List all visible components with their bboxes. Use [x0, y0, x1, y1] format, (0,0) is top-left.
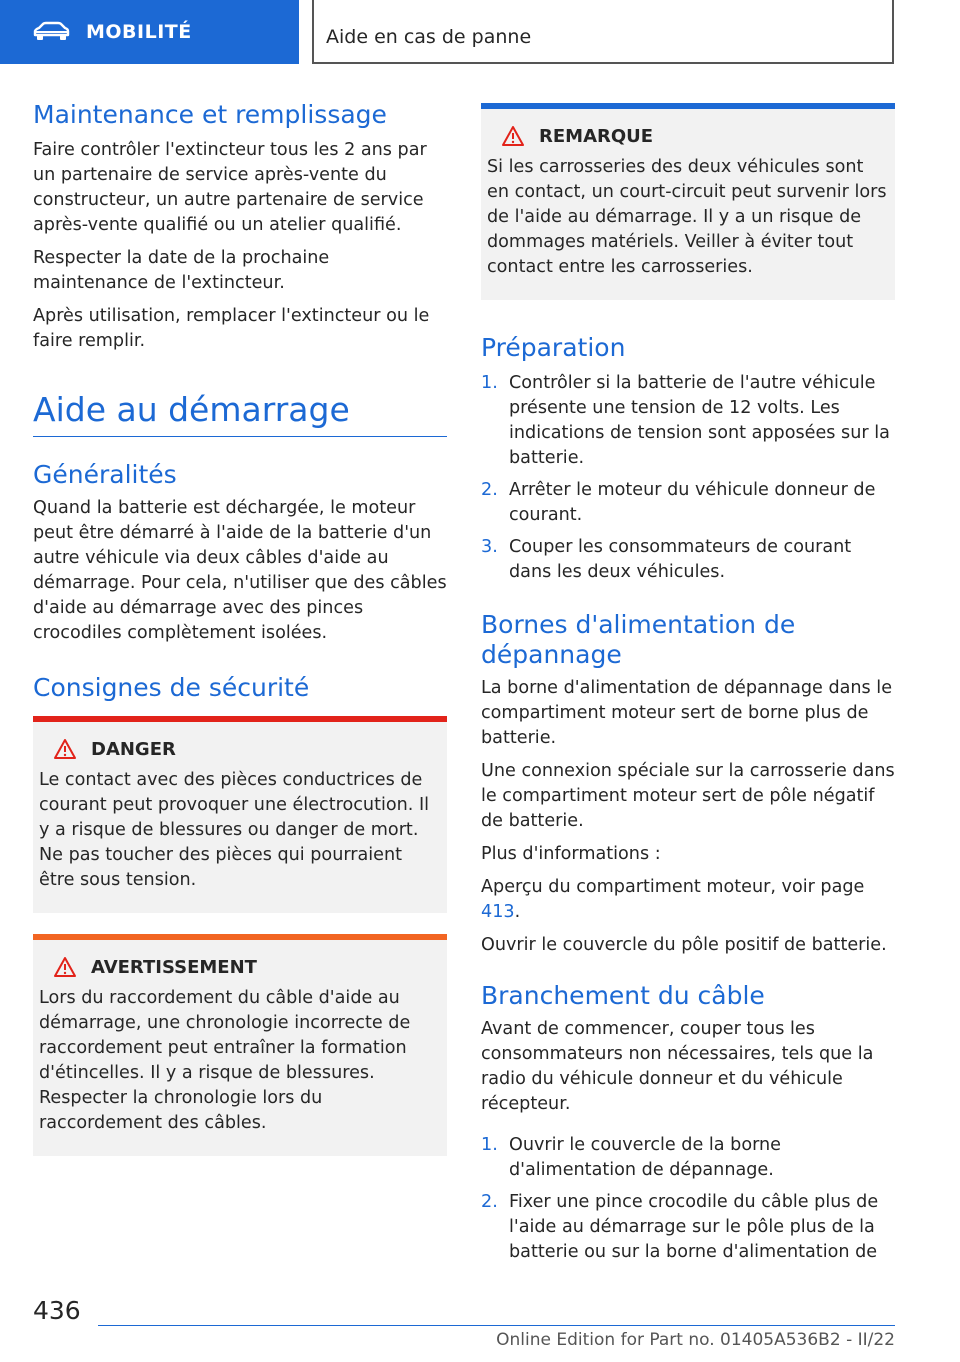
list-text: Fixer une pince crocodile du câble plus de l'aide au démarrage sur le pôle plus de la batterie ou sur la borne d'alimentation de: [509, 1192, 879, 1262]
list-text: Couper les consommateurs de courant dans les deux véhicules.: [509, 537, 852, 582]
list-text: Ouvrir le couvercle de la borne d'alimentation de dépannage.: [509, 1135, 781, 1180]
main-heading: Aide au démarrage: [33, 390, 350, 429]
paragraph: Avant de commencer, couper tous les consommateurs non nécessaires, tels que la radio du véhicule donneur et du véhicule récepteur.: [481, 1019, 874, 1114]
generalites-heading: Généralités: [33, 460, 177, 489]
warning-label: AVERTISSEMENT: [91, 956, 257, 978]
list-item: [481, 478, 895, 528]
section-label: MOBILITÉ: [86, 21, 192, 43]
main-heading-block: [33, 390, 447, 430]
warning-box: [33, 934, 447, 1156]
warning-triangle-icon: [53, 956, 77, 978]
paragraph: Plus d'informations :: [481, 844, 661, 864]
remark-label: REMARQUE: [539, 125, 654, 147]
list-item: [481, 371, 895, 471]
consignes-heading: Consignes de sécurité: [33, 673, 310, 702]
branchement-section: [481, 981, 895, 1265]
paragraph: Faire contrôler l'extincteur tous les 2 ans par un partenaire de service après-vente du constructeur, un autre partenaire de service après-vente qualifié ou un atelier qualifié.: [33, 140, 427, 235]
list-item: [481, 1133, 895, 1183]
chapter-title: Aide en cas de panne: [326, 26, 532, 48]
car-icon: [32, 21, 70, 43]
list-number: 2.: [481, 480, 498, 500]
warning-triangle-icon: [53, 738, 77, 760]
page-link[interactable]: 413: [481, 902, 515, 922]
list-item: [481, 535, 895, 585]
consignes-section: [33, 673, 447, 703]
warning-triangle-icon: [501, 125, 525, 147]
paragraph: Ouvrir le couvercle du pôle positif de batterie.: [481, 935, 887, 955]
heading-rule: [33, 436, 447, 437]
list-number: 2.: [481, 1192, 498, 1212]
paragraph: Après utilisation, remplacer l'extincteur ou le faire remplir.: [33, 306, 430, 351]
list-text: Arrêter le moteur du véhicule donneur de courant.: [509, 480, 876, 525]
remark-text: Si les carrosseries des deux véhicules sont en contact, un court-circuit peut survenir lors de l'aide au démarrage. Il y a un risque de dommages matériels. Veiller à éviter tout contact entre les carrosseries.: [487, 157, 887, 277]
paragraph: Une connexion spéciale sur la carrosserie dans le compartiment moteur sert de pôle négatif de batterie.: [481, 761, 895, 831]
generalites-section: [33, 460, 447, 646]
footer-rule: [98, 1325, 895, 1326]
warning-bar: [33, 934, 447, 940]
paragraph: La borne d'alimentation de dépannage dans le compartiment moteur sert de borne plus de batterie.: [481, 678, 893, 748]
danger-label: DANGER: [91, 738, 176, 760]
section-tab: [0, 0, 299, 64]
maintenance-heading: Maintenance et remplissage: [33, 100, 387, 129]
danger-text: Le contact avec des pièces conductrices de courant peut provoquer une électrocution. Il y a risque de blessures ou danger de mort. Ne pas toucher des pièces qui pourraient être sous tension.: [39, 770, 430, 890]
danger-bar: [33, 716, 447, 722]
maintenance-section: [33, 100, 447, 354]
list-number: 1.: [481, 373, 498, 393]
bornes-heading: Bornes d'alimentation de dépannage: [481, 610, 796, 669]
remark-bar: [481, 103, 895, 109]
list-text: Contrôler si la batterie de l'autre véhicule présente une tension de 12 volts. Les indications de tension sont apposées sur la batterie.: [509, 373, 890, 468]
remark-box: [481, 103, 895, 300]
list-number: 3.: [481, 537, 498, 557]
preparation-heading: Préparation: [481, 333, 626, 362]
page-ref-end: .: [514, 902, 521, 922]
bornes-section: [481, 610, 895, 958]
list-item: [481, 1190, 895, 1265]
list-number: 1.: [481, 1135, 498, 1155]
paragraph: Quand la batterie est déchargée, le moteur peut être démarré à l'aide de la batterie d'un autre véhicule via deux câbles d'aide au démarrage. Pour cela, n'utiliser que des câbles d'aide au démarrage avec des pinces crocodiles complètement isolées.: [33, 498, 447, 643]
paragraph: Respecter la date de la prochaine maintenance de l'extincteur.: [33, 248, 330, 293]
page-number: 436: [33, 1296, 81, 1325]
branchement-heading: Branchement du câble: [481, 981, 765, 1010]
page-ref-text: Aperçu du compartiment moteur, voir page: [481, 877, 865, 897]
preparation-list: [481, 371, 895, 585]
preparation-section: [481, 333, 895, 585]
paragraph: [481, 875, 895, 925]
edition-note: Online Edition for Part no. 01405A536B2 - II/22: [496, 1330, 895, 1350]
warning-text: Lors du raccordement du câble d'aide au démarrage, une chronologie incorrecte de raccordement peut entraîner la formation d'étincelles. Il y a risque de blessures. Respecter la chronologie lors du raccordement des câbles.: [39, 988, 411, 1133]
branchement-list: [481, 1133, 895, 1265]
danger-box: [33, 716, 447, 913]
